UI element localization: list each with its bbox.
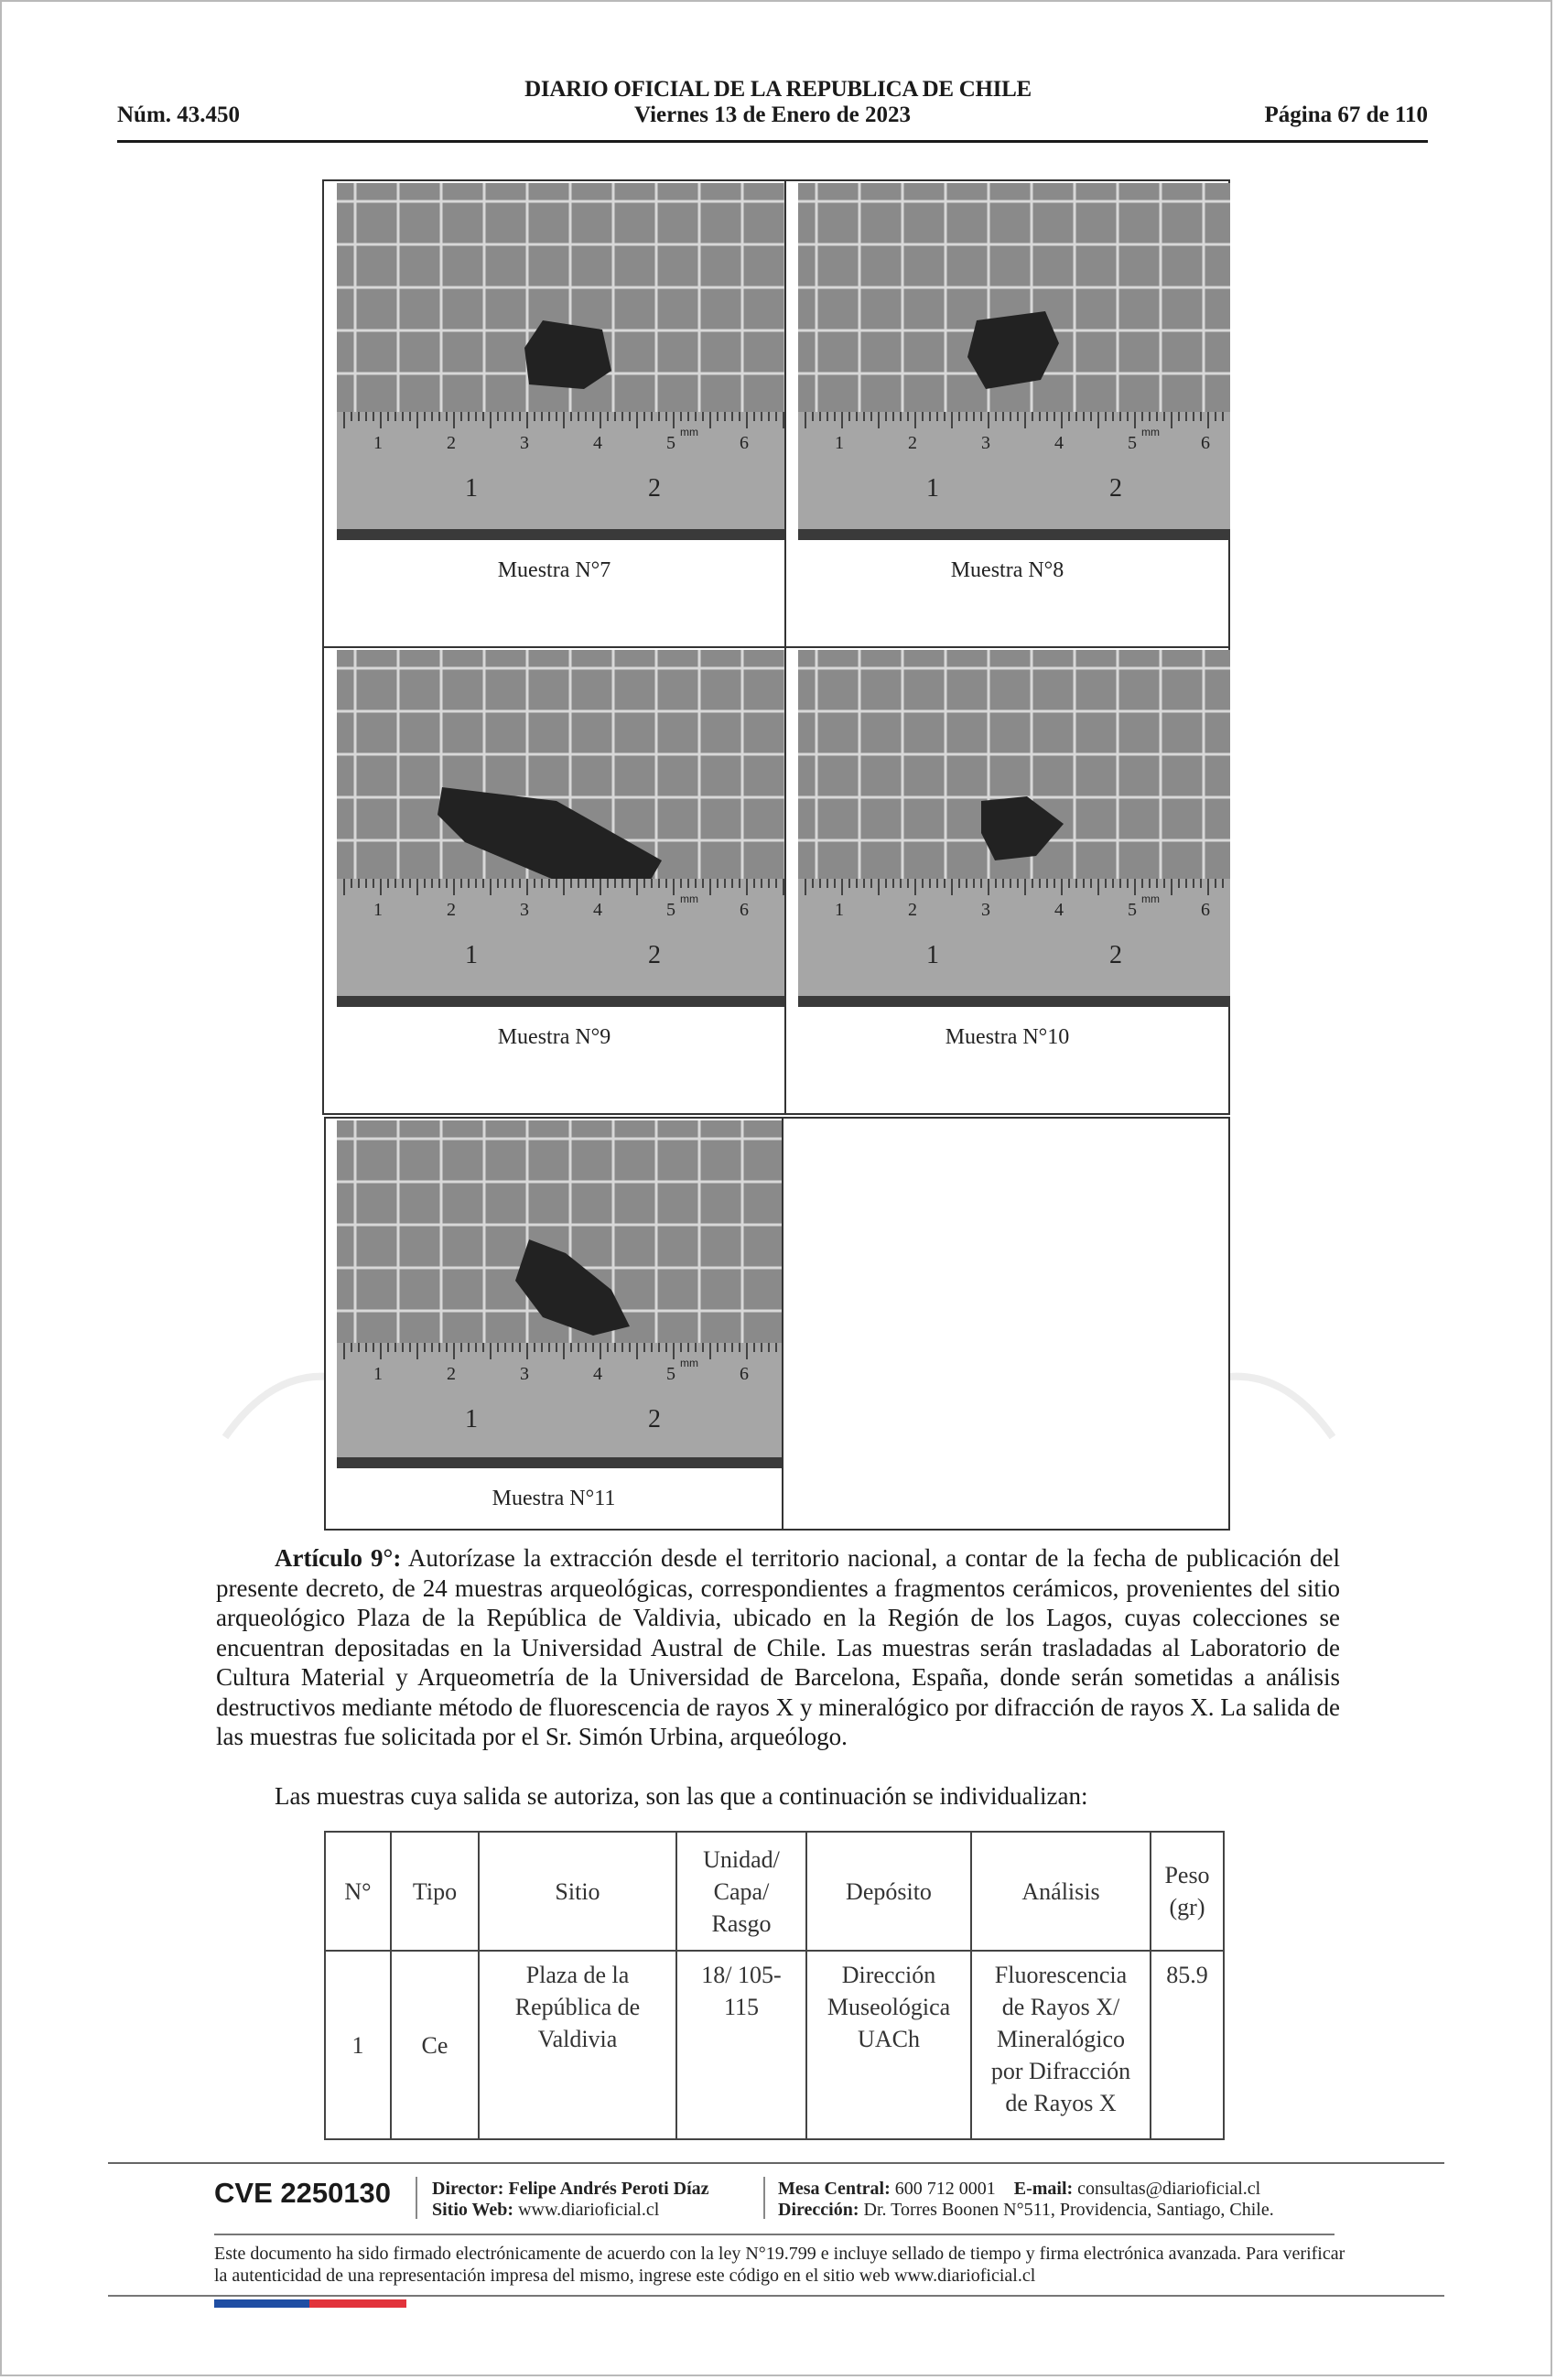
ruler-cm-label: 1 [373, 433, 383, 453]
ruler-cm-label: 3 [520, 900, 529, 920]
email-link[interactable]: consultas@diarioficial.cl [1077, 2179, 1261, 2199]
photo-cell-9 [322, 646, 786, 1115]
cell-weight: 85.9 [1151, 1951, 1224, 2139]
ruler-cm-label: 6 [740, 900, 749, 920]
article-body: Autorízase la extracción desde el territorio nacional, a contar de la fecha de publicación del presente decreto, de 24 muestras arqueológicas, correspondientes a fragmentos cerámicos, provenientes del sitio arqueológico Plaza de la República de Valdivia, ubicado en la Región de los Lagos, cuyas colecciones se encuentran depositadas en la Universidad Austral de Chile. Las muestras serán trasladadas al Laboratorio de Cultura Material y Arqueometría de la Universidad de Barcelona, España, donde serán sometidas a análisis destructivos mediante método de fluorescencia de rayos X y mineralógico por difracción de rayos X. La salida de las muestras fue solicitada por el Sr. Simón Urbina, arqueólogo. [216, 1544, 1341, 1750]
cell-site: Plaza de la República de Valdivia [479, 1951, 676, 2139]
ruler-cm-label: 3 [981, 900, 990, 920]
ruler-cm-label: 6 [1201, 900, 1210, 920]
photo-caption: Muestra N°7 [497, 558, 611, 582]
col-header: Unidad/ Capa/ Rasgo [676, 1832, 806, 1951]
samples-table [324, 1831, 1225, 2140]
cell-number: 1 [325, 1951, 391, 2139]
ruler-cm-label: 6 [740, 1364, 749, 1384]
ruler-cm-label: 1 [373, 1364, 383, 1384]
ruler-unit-label: mm [680, 426, 698, 438]
header-row [117, 103, 1428, 135]
cell-analysis: Fluorescencia de Rayos X/ Mineralógico por Difracción de Rayos X [971, 1951, 1151, 2139]
ruler [337, 412, 787, 531]
ruler-cm-label: 2 [908, 900, 917, 920]
photo-caption: Muestra N°9 [497, 1025, 611, 1049]
ruler-cm-label: 2 [447, 900, 456, 920]
ruler-cm-label: 5 [666, 433, 675, 453]
sample-photo [337, 650, 787, 1007]
legal-notice: Este documento ha sido firmado electrónicamente de acuerdo con la ley N°19.799 e incluye sellado de tiempo y firma electrónica avanzada. Para verificar la autenticidad de una representación impresa del mismo, ingrese este código en el sitio web www.diarioficial.cl [214, 2244, 1345, 2286]
ruler-inch-label: 1 [926, 474, 939, 503]
newspaper-title: DIARIO OFICIAL DE LA REPUBLICA DE CHILE [524, 77, 1032, 102]
ruler-cm-label: 1 [835, 433, 844, 453]
col-header: Análisis [971, 1832, 1151, 1951]
sample-photo [798, 183, 1230, 540]
footer-rule [108, 2162, 1444, 2164]
ruler-inch-label: 1 [926, 941, 939, 969]
director-name: Felipe Andrés Peroti Díaz [508, 2179, 709, 2199]
col-header: Sitio [479, 1832, 676, 1951]
website-link[interactable]: www.diarioficial.cl [518, 2200, 660, 2220]
ruler-cm-label: 3 [520, 433, 529, 453]
col-header: Depósito [806, 1832, 971, 1951]
footer-rule [214, 2234, 1334, 2235]
ruler-unit-label: mm [1141, 426, 1160, 438]
ruler-cm-label: 5 [666, 1364, 675, 1384]
ruler [798, 879, 1230, 998]
ruler [337, 879, 787, 998]
photo-caption: Muestra N°8 [950, 558, 1064, 582]
sample-photo [798, 650, 1230, 1007]
cell-unit: 18/ 105-115 [676, 1951, 806, 2139]
issue-date: Viernes 13 de Enero de 2023 [633, 103, 912, 127]
phone-value: 600 712 0001 [894, 2179, 996, 2199]
address-label: Dirección: [778, 2200, 859, 2220]
flag-stripe-red [309, 2299, 406, 2308]
footer-rule [108, 2295, 1444, 2297]
ruler-inch-label: 2 [1109, 941, 1122, 969]
footer-separator [416, 2177, 417, 2219]
flag-stripe-blue [214, 2299, 309, 2308]
ruler-inch-label: 1 [465, 1405, 478, 1433]
col-header: Tipo [391, 1832, 479, 1951]
ruler-unit-label: mm [1141, 892, 1160, 905]
ruler-cm-label: 1 [835, 900, 844, 920]
ruler-cm-label: 5 [1128, 900, 1137, 920]
col-header: N° [325, 1832, 391, 1951]
email-label: E-mail: [1013, 2179, 1074, 2199]
col-header: Peso (gr) [1151, 1832, 1224, 1951]
header-rule [117, 140, 1428, 143]
page-number: Página 67 de 110 [1264, 103, 1428, 127]
phone-label: Mesa Central: [778, 2179, 891, 2199]
photo-caption: Muestra N°11 [492, 1487, 616, 1510]
empty-cell [782, 1117, 1230, 1531]
ruler [337, 1343, 783, 1459]
sample-photo [337, 1120, 783, 1468]
ruler-shadow [798, 996, 1230, 1007]
photo-cell-10 [784, 646, 1230, 1115]
ruler-unit-label: mm [680, 892, 698, 905]
footer-contact-block [778, 2179, 1274, 2221]
ruler [798, 412, 1230, 531]
photo-caption: Muestra N°10 [945, 1025, 1070, 1049]
issue-number: Núm. 43.450 [117, 103, 241, 127]
ceramic-fragment [524, 320, 611, 389]
website-label: Sitio Web: [432, 2200, 514, 2220]
table-intro: Las muestras cuya salida se autoriza, son las que a continuación se individualizan: [275, 1782, 1088, 1810]
ruler-shadow [337, 996, 787, 1007]
ruler-cm-label: 4 [593, 433, 602, 453]
ruler-cm-label: 3 [520, 1364, 529, 1384]
photo-cell-7 [322, 179, 786, 648]
ruler-cm-label: 4 [1054, 900, 1064, 920]
ruler-cm-label: 6 [740, 433, 749, 453]
ruler-cm-label: 1 [373, 900, 383, 920]
sample-photo [337, 183, 787, 540]
ruler-cm-label: 4 [593, 1364, 602, 1384]
ruler-shadow [337, 1457, 783, 1468]
cve-code: CVE 2250130 [214, 2177, 392, 2209]
ruler-cm-label: 6 [1201, 433, 1210, 453]
ruler-cm-label: 2 [447, 1364, 456, 1384]
photo-cell-11 [324, 1117, 783, 1531]
ruler-cm-label: 5 [1128, 433, 1137, 453]
ruler-shadow [337, 529, 787, 540]
ruler-unit-label: mm [680, 1357, 698, 1369]
cell-type: Ce [391, 1951, 479, 2139]
article-heading: Artículo 9°: [275, 1544, 402, 1572]
ruler-inch-label: 1 [465, 474, 478, 503]
cell-deposit: Dirección Museológica UACh [806, 1951, 971, 2139]
ruler-cm-label: 5 [666, 900, 675, 920]
ruler-inch-label: 2 [648, 1405, 661, 1433]
ruler-inch-label: 2 [1109, 474, 1122, 503]
sample-photo-image [337, 183, 787, 540]
sample-photo-image [798, 183, 1230, 540]
ruler-cm-label: 2 [908, 433, 917, 453]
director-label: Director: [432, 2179, 504, 2199]
article-9 [216, 1543, 1340, 1752]
table-header-row [325, 1832, 1224, 1951]
sample-photo-image [337, 650, 787, 1007]
photo-cell-8 [784, 179, 1230, 648]
footer-director-block [432, 2179, 709, 2221]
ruler-shadow [798, 529, 1230, 540]
ruler-inch-label: 2 [648, 474, 661, 503]
sample-photo-image [337, 1120, 783, 1468]
ruler-cm-label: 4 [593, 900, 602, 920]
sample-photo-image [798, 650, 1230, 1007]
ruler-cm-label: 4 [1054, 433, 1064, 453]
address-value: Dr. Torres Boonen N°511, Providencia, Santiago, Chile. [863, 2200, 1274, 2220]
ruler-inch-label: 2 [648, 941, 661, 969]
ruler-cm-label: 3 [981, 433, 990, 453]
footer-separator [763, 2177, 765, 2219]
table-row [325, 1951, 1224, 2139]
ruler-inch-label: 1 [465, 941, 478, 969]
ruler-cm-label: 2 [447, 433, 456, 453]
